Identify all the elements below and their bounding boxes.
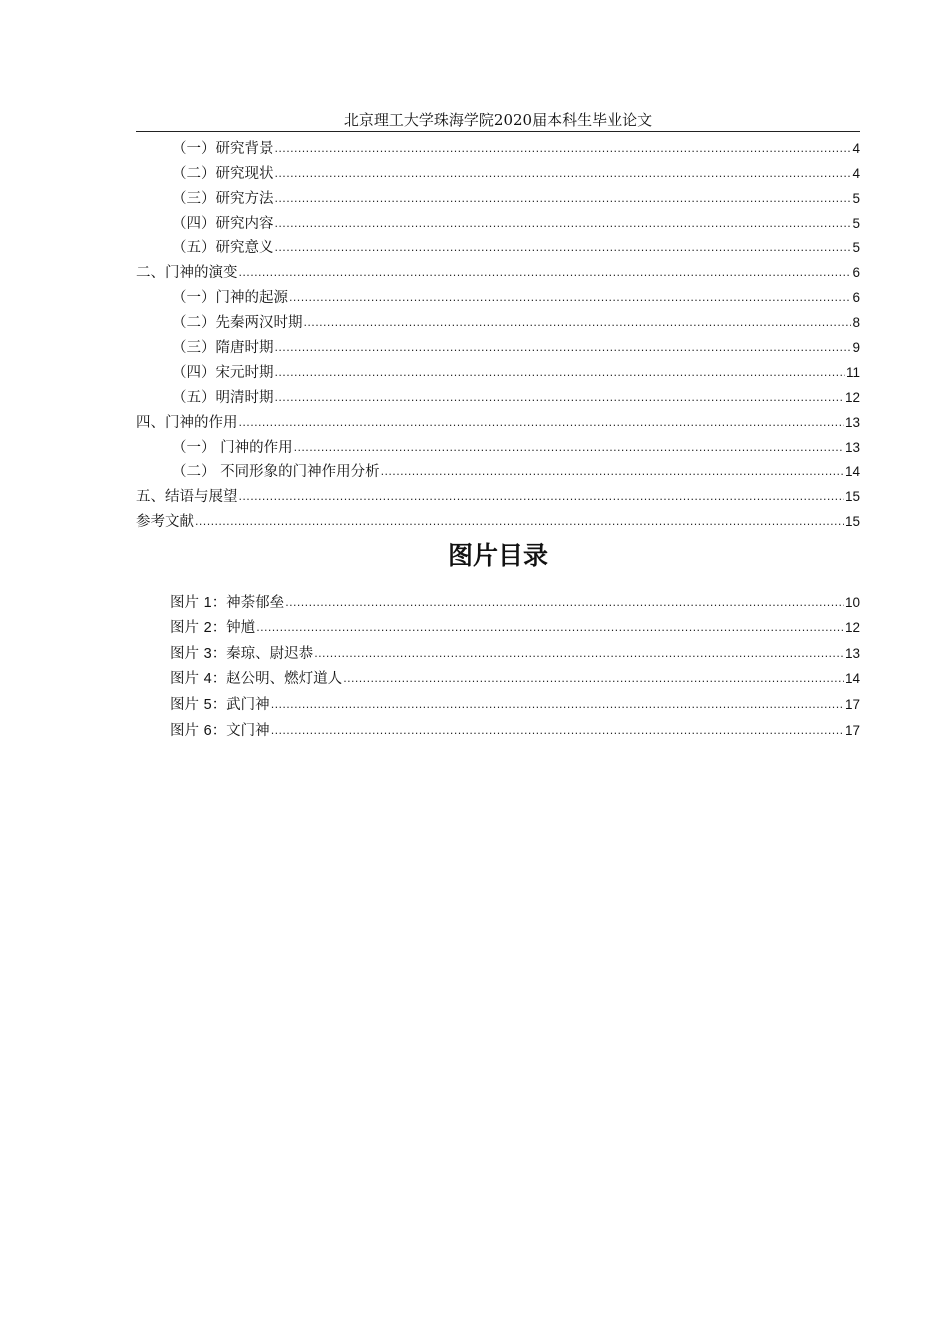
figure-number: 6 bbox=[203, 722, 212, 739]
toc-entry-page: 9 bbox=[852, 340, 860, 356]
toc-entry-page: 6 bbox=[852, 290, 860, 306]
figure-entry-page: 13 bbox=[844, 645, 860, 661]
toc-entry-label: （二）研究现状 bbox=[172, 165, 274, 182]
figure-entry-label bbox=[170, 670, 342, 688]
toc-entry[interactable] bbox=[136, 332, 860, 357]
figure-entry-label bbox=[170, 645, 313, 663]
toc-entry-page: 5 bbox=[852, 215, 860, 231]
dot-leader bbox=[271, 722, 844, 740]
dot-leader bbox=[343, 670, 844, 688]
figure-prefix: 图片 bbox=[170, 594, 204, 611]
figure-toc bbox=[170, 586, 860, 740]
figure-prefix: 图片 bbox=[170, 722, 204, 739]
toc-entry-label: （三）研究方法 bbox=[172, 190, 274, 207]
toc-entry-label: （二） 不同形象的门神作用分析 bbox=[172, 464, 380, 481]
toc-entry[interactable] bbox=[136, 133, 860, 158]
dot-leader bbox=[294, 439, 844, 457]
toc-entry[interactable] bbox=[136, 158, 860, 183]
toc-entry-page: 12 bbox=[844, 389, 860, 405]
toc-entry-label: （四）研究内容 bbox=[172, 215, 274, 232]
dot-leader bbox=[275, 389, 844, 407]
toc-entry-label: （四）宋元时期 bbox=[172, 364, 274, 381]
toc-entry[interactable] bbox=[136, 506, 860, 531]
figure-prefix: 图片 bbox=[170, 620, 204, 637]
dot-leader bbox=[195, 513, 844, 531]
figure-prefix: 图片 bbox=[170, 696, 204, 713]
toc-entry-label: 五、结语与展望 bbox=[136, 489, 238, 506]
toc-entry[interactable] bbox=[136, 382, 860, 407]
toc-entry[interactable] bbox=[136, 457, 860, 482]
dot-leader bbox=[275, 239, 852, 257]
figure-number: 3 bbox=[203, 645, 212, 662]
figure-entry-label bbox=[170, 619, 255, 637]
figure-caption: ：赵公明、燃灯道人 bbox=[211, 671, 343, 688]
figure-entry[interactable] bbox=[170, 688, 860, 714]
figure-caption: ：秦琼、尉迟恭 bbox=[211, 645, 314, 662]
dot-leader bbox=[239, 264, 852, 282]
dot-leader bbox=[275, 339, 852, 357]
toc-entry-label: （二）先秦两汉时期 bbox=[172, 315, 303, 332]
toc-entry-page: 15 bbox=[844, 514, 860, 530]
toc-entry-label: （一）门神的起源 bbox=[172, 290, 288, 307]
dot-leader bbox=[289, 289, 851, 307]
dot-leader bbox=[275, 140, 852, 158]
figure-caption: ：武门神 bbox=[211, 696, 270, 713]
toc-entry-label: 四、门神的作用 bbox=[136, 414, 238, 431]
figure-entry-label bbox=[170, 594, 284, 612]
figure-entry-page: 12 bbox=[844, 620, 860, 636]
toc-entry[interactable] bbox=[136, 282, 860, 307]
toc-entry-label: 参考文献 bbox=[136, 514, 194, 531]
dot-leader bbox=[275, 215, 852, 233]
dot-leader bbox=[275, 165, 852, 183]
toc-entry-page: 13 bbox=[844, 439, 860, 455]
toc-entry-label: （三）隋唐时期 bbox=[172, 340, 274, 357]
figure-entry[interactable] bbox=[170, 714, 860, 740]
toc-entry-page: 13 bbox=[844, 414, 860, 430]
dot-leader bbox=[256, 619, 844, 637]
figure-entry[interactable] bbox=[170, 637, 860, 663]
toc-entry-label: （五）研究意义 bbox=[172, 240, 274, 257]
toc-entry-page: 8 bbox=[852, 315, 860, 331]
figure-caption: ：钟馗 bbox=[211, 620, 256, 637]
toc-entry-page: 4 bbox=[852, 165, 860, 181]
toc-entry[interactable] bbox=[136, 208, 860, 233]
figure-number: 1 bbox=[203, 594, 212, 611]
toc-entry[interactable] bbox=[136, 407, 860, 432]
figure-entry-page: 17 bbox=[844, 696, 860, 712]
figure-number: 4 bbox=[203, 671, 212, 688]
toc-entry[interactable] bbox=[136, 432, 860, 457]
figure-toc-title: 图片目录 bbox=[447, 542, 548, 570]
toc-entry[interactable] bbox=[136, 357, 860, 382]
toc-entry-label: （一）研究背景 bbox=[172, 140, 274, 157]
dot-leader bbox=[285, 594, 844, 612]
toc-entry-page: 4 bbox=[852, 140, 860, 156]
toc-entry[interactable] bbox=[136, 233, 860, 258]
figure-entry-label bbox=[170, 696, 270, 714]
dot-leader bbox=[275, 364, 845, 382]
figure-entry-page: 17 bbox=[844, 722, 860, 738]
figure-caption: ：文门神 bbox=[211, 722, 270, 739]
figure-number: 5 bbox=[203, 696, 212, 713]
figure-prefix: 图片 bbox=[170, 671, 204, 688]
dot-leader bbox=[314, 645, 844, 663]
toc-entry-label: （一） 门神的作用 bbox=[172, 439, 293, 456]
header-rule bbox=[136, 131, 860, 132]
toc-entry-label: （五）明清时期 bbox=[172, 389, 274, 406]
dot-leader bbox=[271, 696, 844, 714]
dot-leader bbox=[239, 488, 844, 506]
toc-entry-page: 6 bbox=[852, 265, 860, 281]
figure-number: 2 bbox=[203, 620, 212, 637]
table-of-contents bbox=[136, 133, 860, 531]
toc-entry-page: 15 bbox=[844, 489, 860, 505]
toc-entry-page: 5 bbox=[852, 240, 860, 256]
figure-entry-page: 14 bbox=[844, 671, 860, 687]
figure-entry-page: 10 bbox=[844, 594, 860, 610]
figure-entry-label bbox=[170, 722, 270, 740]
dot-leader bbox=[275, 190, 852, 208]
figure-entry[interactable] bbox=[170, 586, 860, 612]
toc-entry-page: 14 bbox=[844, 464, 860, 480]
toc-entry-page: 11 bbox=[845, 364, 860, 380]
toc-entry[interactable] bbox=[136, 307, 860, 332]
dot-leader bbox=[381, 463, 844, 481]
dot-leader bbox=[304, 314, 852, 332]
toc-entry-label: 二、门神的演变 bbox=[136, 265, 238, 282]
toc-entry-page: 5 bbox=[852, 190, 860, 206]
figure-entry[interactable] bbox=[170, 663, 860, 689]
toc-entry[interactable] bbox=[136, 257, 860, 282]
page-header: 北京理工大学珠海学院2020届本科生毕业论文 bbox=[343, 111, 653, 129]
figure-prefix: 图片 bbox=[170, 645, 204, 662]
toc-entry[interactable] bbox=[136, 481, 860, 506]
figure-entry[interactable] bbox=[170, 612, 860, 638]
dot-leader bbox=[239, 414, 844, 432]
figure-caption: ：神荼郁垒 bbox=[211, 594, 285, 611]
toc-entry[interactable] bbox=[136, 183, 860, 208]
